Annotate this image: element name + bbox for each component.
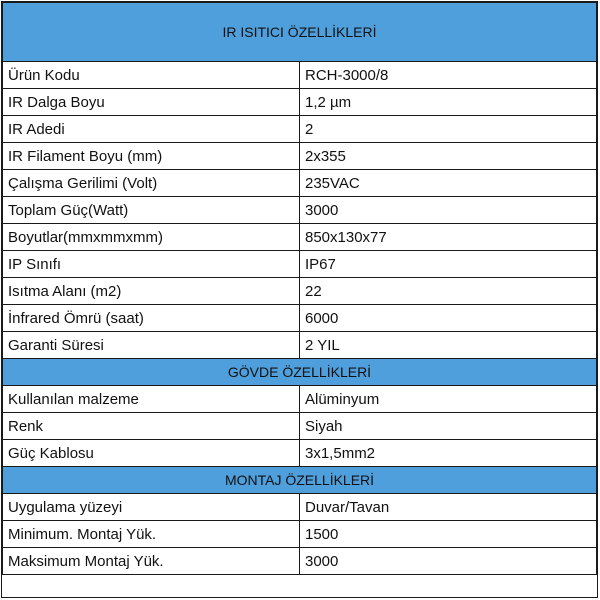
table-row bbox=[3, 332, 597, 359]
row-label: Ürün Kodu bbox=[3, 62, 300, 89]
section-header-body bbox=[3, 359, 597, 386]
row-value: 1500 bbox=[300, 521, 597, 548]
section-title: IR ISITICI ÖZELLİKLERİ bbox=[3, 3, 597, 62]
table-row bbox=[3, 305, 597, 332]
table-row bbox=[3, 278, 597, 305]
row-label: IR Dalga Boyu bbox=[3, 89, 300, 116]
row-value: 3000 bbox=[300, 197, 597, 224]
row-label: Toplam Güç(Watt) bbox=[3, 197, 300, 224]
table-row bbox=[3, 170, 597, 197]
table-row bbox=[3, 224, 597, 251]
row-label: Kullanılan malzeme bbox=[3, 386, 300, 413]
row-value: 2x355 bbox=[300, 143, 597, 170]
table-row bbox=[3, 143, 597, 170]
row-label: Minimum. Montaj Yük. bbox=[3, 521, 300, 548]
row-value: 2 bbox=[300, 116, 597, 143]
row-label: IP Sınıfı bbox=[3, 251, 300, 278]
row-value: 22 bbox=[300, 278, 597, 305]
row-value: Alüminyum bbox=[300, 386, 597, 413]
row-value: 235VAC bbox=[300, 170, 597, 197]
row-label: IR Adedi bbox=[3, 116, 300, 143]
row-value: 1,2 µm bbox=[300, 89, 597, 116]
table-row bbox=[3, 413, 597, 440]
table-row bbox=[3, 62, 597, 89]
section-header-ir-heater bbox=[3, 3, 597, 62]
row-value: 3x1,5mm2 bbox=[300, 440, 597, 467]
row-label: Boyutlar(mmxmmxmm) bbox=[3, 224, 300, 251]
row-label: Garanti Süresi bbox=[3, 332, 300, 359]
row-label: Renk bbox=[3, 413, 300, 440]
table-row bbox=[3, 89, 597, 116]
row-value: Siyah bbox=[300, 413, 597, 440]
spec-table bbox=[2, 2, 597, 575]
row-value: IP67 bbox=[300, 251, 597, 278]
row-label: IR Filament Boyu (mm) bbox=[3, 143, 300, 170]
row-value: 850x130x77 bbox=[300, 224, 597, 251]
table-row bbox=[3, 440, 597, 467]
row-label: İnfrared Ömrü (saat) bbox=[3, 305, 300, 332]
row-value: 3000 bbox=[300, 548, 597, 575]
row-label: Maksimum Montaj Yük. bbox=[3, 548, 300, 575]
table-row bbox=[3, 494, 597, 521]
row-value: 2 YIL bbox=[300, 332, 597, 359]
section-title: MONTAJ ÖZELLİKLERİ bbox=[3, 467, 597, 494]
row-label: Uygulama yüzeyi bbox=[3, 494, 300, 521]
row-value: 6000 bbox=[300, 305, 597, 332]
table-row bbox=[3, 521, 597, 548]
table-row bbox=[3, 116, 597, 143]
table-row bbox=[3, 548, 597, 575]
table-row bbox=[3, 251, 597, 278]
row-value: Duvar/Tavan bbox=[300, 494, 597, 521]
row-label: Güç Kablosu bbox=[3, 440, 300, 467]
row-value: RCH-3000/8 bbox=[300, 62, 597, 89]
spec-sheet bbox=[1, 1, 598, 598]
row-label: Isıtma Alanı (m2) bbox=[3, 278, 300, 305]
row-label: Çalışma Gerilimi (Volt) bbox=[3, 170, 300, 197]
table-row bbox=[3, 386, 597, 413]
section-header-mounting bbox=[3, 467, 597, 494]
section-title: GÖVDE ÖZELLİKLERİ bbox=[3, 359, 597, 386]
table-row bbox=[3, 197, 597, 224]
